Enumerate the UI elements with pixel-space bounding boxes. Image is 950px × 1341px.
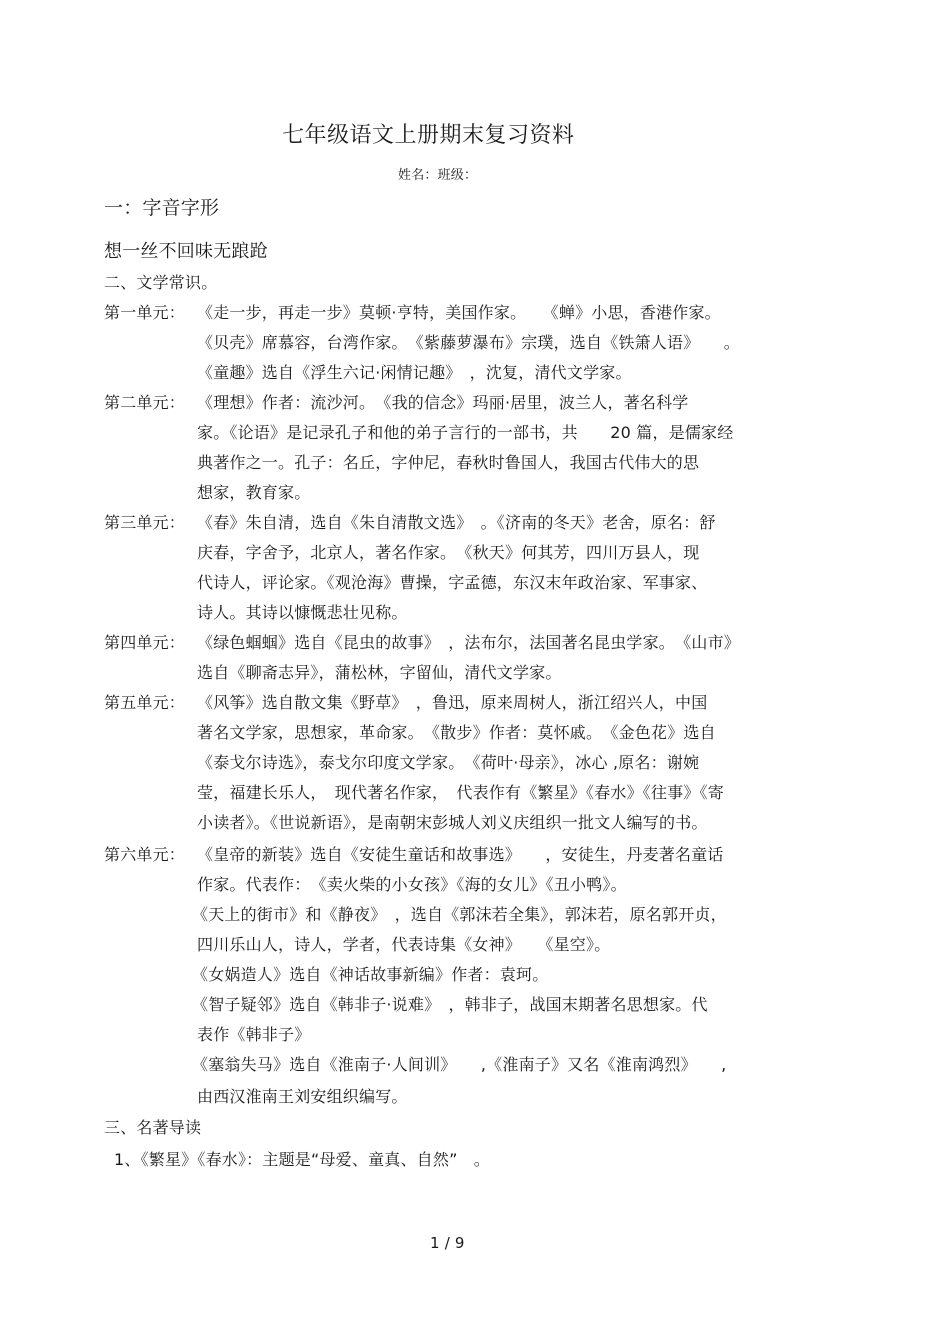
unit-label: 第六单元：	[104, 845, 186, 864]
section-heading-pronunciation: 一：字音字形	[104, 197, 220, 219]
unit-line: 由西汉淮南王刘安组织编写。	[197, 1087, 408, 1106]
idiom-line: 想一丝不回味无踉跄	[104, 241, 268, 262]
unit-line: 《走一步，再走一步》莫顿·亨特，美国作家。 《蝉》小思，香港作家。	[197, 303, 721, 322]
unit-line: 莹，福建长乐人， 现代著名作家， 代表作有《繁星》《春水》《往事》《寄	[197, 783, 725, 802]
name-class-line: 姓名：班级：	[398, 168, 478, 183]
unit-line: 《塞翁失马》选自《淮南子·人间训》 ,《淮南子》又名《淮南鸿烈》 ,	[192, 1055, 727, 1074]
unit-line: 诗人。其诗以慷慨悲壮见称。	[197, 603, 408, 622]
unit-line: 《贝壳》席慕容，台湾作家。 《紫藤萝瀑布》宗璞，选自《铁箫人语》 。	[197, 333, 741, 352]
section-heading-classics: 三、名著导读	[104, 1118, 202, 1137]
unit-label: 第五单元：	[104, 693, 186, 712]
unit-line: 庆春，字舍予，北京人，著名作家。 《秋天》何其芳，四川万县人，现	[197, 543, 700, 562]
unit-line: 家。《论语》是记录孔子和他的弟子言行的一部书，共 20 篇，是儒家经	[197, 423, 734, 442]
page-number: 1 / 9	[430, 1234, 465, 1252]
unit-line: 代诗人，评论家。《观沧海》曹操，字孟德，东汉末年政治家、军事家、	[197, 573, 708, 592]
section-heading-literature: 二、文学常识。	[104, 273, 218, 292]
unit-line: 《童趣》选自《浮生六记·闲情记趣》 ，沈复，清代文学家。	[197, 363, 632, 382]
unit-line: 想家，教育家。	[197, 483, 311, 502]
unit-label: 第三单元：	[104, 513, 186, 532]
unit-line: 《绿色蝈蝈》选自《昆虫的故事》 ，法布尔，法国著名昆虫学家。 《山市》	[197, 633, 741, 652]
unit-line: 表作《韩非子》	[197, 1025, 311, 1044]
unit-label: 第四单元：	[104, 633, 186, 652]
document-title: 七年级语文上册期末复习资料	[282, 123, 575, 148]
unit-line: 著名文学家，思想家，革命家。 《散步》作者：莫怀戚。 《金色花》选自	[197, 723, 716, 742]
unit-line: 典著作之一。孔子：名丘，字仲尼，春秋时鲁国人，我国古代伟大的思	[197, 453, 700, 472]
unit-line: 《理想》作者：流沙河。 《我的信念》玛丽·居里，波兰人，著名科学	[197, 393, 689, 412]
unit-line: 四川乐山人，诗人，学者，代表诗集《女神》 《星空》。	[197, 935, 611, 954]
classics-item: 1、《繁星》《春水》：主题是“母爱、童真、自然” 。	[114, 1150, 490, 1169]
unit-line: 小读者》。《世说新语》，是南朝宋彭城人刘义庆组织一批文人编写的书。	[197, 813, 708, 832]
unit-line: 《风筝》选自散文集《野草》 ，鲁迅，原来周树人，浙江绍兴人，中国	[197, 693, 708, 712]
unit-line: 《智子疑邻》选自《韩非子·说难》 ，韩非子，战国末期著名思想家。代	[192, 995, 708, 1014]
unit-line: 《泰戈尔诗选》，泰戈尔印度文学家。 《荷叶·母亲》，冰心 ,原名：谢婉	[197, 753, 700, 772]
unit-line: 《天上的街市》和《静夜》 ，选自《郭沫若全集》，郭沫若，原名郭开贞，	[192, 905, 727, 924]
unit-label: 第二单元：	[104, 393, 186, 412]
unit-label: 第一单元：	[104, 303, 186, 322]
unit-line: 作家。代表作： 《卖火柴的小女孩》《海的女儿》《丑小鸭》。	[197, 875, 627, 894]
unit-line: 选自《聊斋志异》，蒲松林，字留仙，清代文学家。	[197, 663, 562, 682]
unit-line: 《皇帝的新装》选自《安徒生童话和故事选》 ，安徒生，丹麦著名童话	[197, 845, 724, 864]
unit-line: 《女娲造人》选自《神话故事新编》作者：袁珂。	[192, 965, 549, 984]
unit-line: 《春》朱自清，选自《朱自清散文选》 。《济南的冬天》老舍，原名：舒	[197, 513, 716, 532]
